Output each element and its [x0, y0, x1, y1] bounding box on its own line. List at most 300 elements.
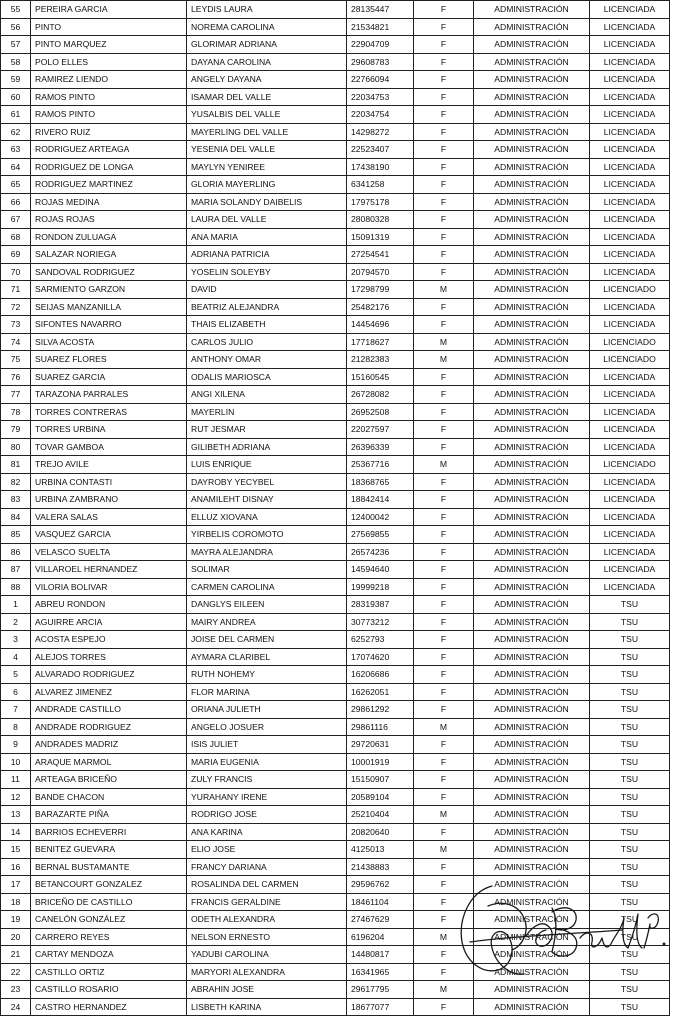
degree-cell: TSU: [590, 701, 670, 719]
row-number-cell: 71: [1, 281, 31, 299]
degree-cell: TSU: [590, 911, 670, 929]
sex-cell: F: [414, 88, 474, 106]
first-name-cell: ISAMAR DEL VALLE: [187, 88, 347, 106]
degree-cell: TSU: [590, 666, 670, 684]
row-number-cell: 76: [1, 368, 31, 386]
last-name-cell: ANDRADE RODRIGUEZ: [31, 718, 187, 736]
sex-cell: F: [414, 141, 474, 159]
sex-cell: F: [414, 911, 474, 929]
first-name-cell: ZULY FRANCIS: [187, 771, 347, 789]
last-name-cell: CASTRO HERNANDEZ: [31, 998, 187, 1016]
id-number-cell: 28319387: [347, 596, 414, 614]
last-name-cell: ROJAS MEDINA: [31, 193, 187, 211]
last-name-cell: SEIJAS MANZANILLA: [31, 298, 187, 316]
degree-cell: LICENCIADA: [590, 18, 670, 36]
id-number-cell: 20794570: [347, 263, 414, 281]
table-row: [1, 141, 670, 159]
last-name-cell: VILORIA BOLIVAR: [31, 578, 187, 596]
first-name-cell: BEATRIZ ALEJANDRA: [187, 298, 347, 316]
id-number-cell: 18461104: [347, 893, 414, 911]
table-row: [1, 158, 670, 176]
row-number-cell: 85: [1, 526, 31, 544]
degree-cell: LICENCIADA: [590, 53, 670, 71]
degree-cell: LICENCIADA: [590, 88, 670, 106]
first-name-cell: AYMARA CLARIBEL: [187, 648, 347, 666]
sex-cell: F: [414, 263, 474, 281]
sex-cell: F: [414, 613, 474, 631]
id-number-cell: 25482176: [347, 298, 414, 316]
sex-cell: F: [414, 158, 474, 176]
first-name-cell: NELSON ERNESTO: [187, 928, 347, 946]
id-number-cell: 26728082: [347, 386, 414, 404]
row-number-cell: 57: [1, 36, 31, 54]
first-name-cell: DAYANA CAROLINA: [187, 53, 347, 71]
last-name-cell: ALVAREZ JIMENEZ: [31, 683, 187, 701]
program-cell: ADMINISTRACIÓN: [474, 368, 590, 386]
table-row: [1, 333, 670, 351]
first-name-cell: YIRBELIS COROMOTO: [187, 526, 347, 544]
sex-cell: F: [414, 998, 474, 1016]
first-name-cell: RUT JESMAR: [187, 421, 347, 439]
degree-cell: TSU: [590, 963, 670, 981]
table-row: [1, 193, 670, 211]
program-cell: ADMINISTRACIÓN: [474, 806, 590, 824]
table-row: [1, 1, 670, 19]
row-number-cell: 1: [1, 596, 31, 614]
program-cell: ADMINISTRACIÓN: [474, 911, 590, 929]
table-row: [1, 911, 670, 929]
sex-cell: F: [414, 526, 474, 544]
id-number-cell: 12400042: [347, 508, 414, 526]
program-cell: ADMINISTRACIÓN: [474, 333, 590, 351]
last-name-cell: BENITEZ GUEVARA: [31, 841, 187, 859]
id-number-cell: 10001919: [347, 753, 414, 771]
sex-cell: F: [414, 876, 474, 894]
last-name-cell: CANELÓN GONZÁLEZ: [31, 911, 187, 929]
id-number-cell: 6196204: [347, 928, 414, 946]
table-row: [1, 578, 670, 596]
sex-cell: F: [414, 386, 474, 404]
table-row: [1, 981, 670, 999]
row-number-cell: 59: [1, 71, 31, 89]
row-number-cell: 12: [1, 788, 31, 806]
last-name-cell: CASTILLO ROSARIO: [31, 981, 187, 999]
id-number-cell: 27254541: [347, 246, 414, 264]
program-cell: ADMINISTRACIÓN: [474, 718, 590, 736]
table-row: [1, 718, 670, 736]
degree-cell: TSU: [590, 718, 670, 736]
id-number-cell: 17975178: [347, 193, 414, 211]
last-name-cell: RAMOS PINTO: [31, 106, 187, 124]
sex-cell: F: [414, 946, 474, 964]
program-cell: ADMINISTRACIÓN: [474, 578, 590, 596]
program-cell: ADMINISTRACIÓN: [474, 876, 590, 894]
sex-cell: F: [414, 736, 474, 754]
table-row: [1, 946, 670, 964]
row-number-cell: 15: [1, 841, 31, 859]
program-cell: ADMINISTRACIÓN: [474, 508, 590, 526]
row-number-cell: 11: [1, 771, 31, 789]
degree-cell: TSU: [590, 893, 670, 911]
table-row: [1, 963, 670, 981]
program-cell: ADMINISTRACIÓN: [474, 753, 590, 771]
row-number-cell: 14: [1, 823, 31, 841]
degree-cell: LICENCIADA: [590, 543, 670, 561]
last-name-cell: BARRIOS ECHEVERRI: [31, 823, 187, 841]
id-number-cell: 21282383: [347, 351, 414, 369]
row-number-cell: 5: [1, 666, 31, 684]
first-name-cell: ODETH ALEXANDRA: [187, 911, 347, 929]
degree-cell: TSU: [590, 683, 670, 701]
sex-cell: F: [414, 123, 474, 141]
first-name-cell: ANGI XILENA: [187, 386, 347, 404]
first-name-cell: NOREMA CAROLINA: [187, 18, 347, 36]
last-name-cell: RIVERO RUIZ: [31, 123, 187, 141]
sex-cell: M: [414, 281, 474, 299]
table-row: [1, 228, 670, 246]
first-name-cell: MAIRY ANDREA: [187, 613, 347, 631]
sex-cell: F: [414, 368, 474, 386]
table-row: [1, 841, 670, 859]
program-cell: ADMINISTRACIÓN: [474, 281, 590, 299]
first-name-cell: MAYLYN YENIREE: [187, 158, 347, 176]
program-cell: ADMINISTRACIÓN: [474, 36, 590, 54]
id-number-cell: 22904709: [347, 36, 414, 54]
sex-cell: F: [414, 753, 474, 771]
row-number-cell: 6: [1, 683, 31, 701]
first-name-cell: MAYERLING DEL VALLE: [187, 123, 347, 141]
degree-cell: LICENCIADA: [590, 316, 670, 334]
last-name-cell: RODRIGUEZ DE LONGA: [31, 158, 187, 176]
sex-cell: F: [414, 823, 474, 841]
id-number-cell: 14594640: [347, 561, 414, 579]
id-number-cell: 26396339: [347, 438, 414, 456]
sex-cell: F: [414, 1, 474, 19]
sex-cell: F: [414, 963, 474, 981]
degree-cell: LICENCIADA: [590, 158, 670, 176]
degree-cell: LICENCIADA: [590, 421, 670, 439]
sex-cell: F: [414, 18, 474, 36]
row-number-cell: 66: [1, 193, 31, 211]
degree-cell: LICENCIADA: [590, 263, 670, 281]
sex-cell: F: [414, 561, 474, 579]
degree-cell: LICENCIADO: [590, 333, 670, 351]
table-row: [1, 893, 670, 911]
first-name-cell: MARIA EUGENIA: [187, 753, 347, 771]
table-row: [1, 928, 670, 946]
row-number-cell: 80: [1, 438, 31, 456]
first-name-cell: ANGELY DAYANA: [187, 71, 347, 89]
last-name-cell: RAMIREZ LIENDO: [31, 71, 187, 89]
first-name-cell: ABRAHIN JOSE: [187, 981, 347, 999]
row-number-cell: 10: [1, 753, 31, 771]
first-name-cell: LUIS ENRIQUE: [187, 456, 347, 474]
degree-cell: TSU: [590, 946, 670, 964]
program-cell: ADMINISTRACIÓN: [474, 71, 590, 89]
sex-cell: F: [414, 491, 474, 509]
first-name-cell: GLORIMAR ADRIANA: [187, 36, 347, 54]
id-number-cell: 30773212: [347, 613, 414, 631]
sex-cell: F: [414, 683, 474, 701]
degree-cell: TSU: [590, 753, 670, 771]
last-name-cell: ALVARADO RODRIGUEZ: [31, 666, 187, 684]
degree-cell: LICENCIADO: [590, 351, 670, 369]
program-cell: ADMINISTRACIÓN: [474, 683, 590, 701]
sex-cell: F: [414, 211, 474, 229]
last-name-cell: SALAZAR NORIEGA: [31, 246, 187, 264]
sex-cell: F: [414, 893, 474, 911]
id-number-cell: 28135447: [347, 1, 414, 19]
table-row: [1, 36, 670, 54]
first-name-cell: THAIS ELIZABETH: [187, 316, 347, 334]
first-name-cell: CARMEN CAROLINA: [187, 578, 347, 596]
row-number-cell: 65: [1, 176, 31, 194]
program-cell: ADMINISTRACIÓN: [474, 963, 590, 981]
first-name-cell: DAVID: [187, 281, 347, 299]
last-name-cell: POLO ELLES: [31, 53, 187, 71]
program-cell: ADMINISTRACIÓN: [474, 998, 590, 1016]
first-name-cell: YOSELIN SOLEYBY: [187, 263, 347, 281]
table-row: [1, 246, 670, 264]
degree-cell: TSU: [590, 858, 670, 876]
row-number-cell: 19: [1, 911, 31, 929]
program-cell: ADMINISTRACIÓN: [474, 123, 590, 141]
id-number-cell: 22523407: [347, 141, 414, 159]
table-row: [1, 998, 670, 1016]
first-name-cell: ANGELO JOSUER: [187, 718, 347, 736]
program-cell: ADMINISTRACIÓN: [474, 158, 590, 176]
degree-cell: TSU: [590, 841, 670, 859]
first-name-cell: GLORIA MAYERLING: [187, 176, 347, 194]
program-cell: ADMINISTRACIÓN: [474, 666, 590, 684]
sex-cell: F: [414, 421, 474, 439]
last-name-cell: BERNAL BUSTAMANTE: [31, 858, 187, 876]
degree-cell: LICENCIADA: [590, 473, 670, 491]
sex-cell: F: [414, 543, 474, 561]
row-number-cell: 68: [1, 228, 31, 246]
last-name-cell: PINTO MARQUEZ: [31, 36, 187, 54]
last-name-cell: BETANCOURT GONZALEZ: [31, 876, 187, 894]
degree-cell: TSU: [590, 736, 670, 754]
last-name-cell: VELASCO SUELTA: [31, 543, 187, 561]
sex-cell: F: [414, 473, 474, 491]
row-number-cell: 84: [1, 508, 31, 526]
id-number-cell: 14480817: [347, 946, 414, 964]
row-number-cell: 8: [1, 718, 31, 736]
program-cell: ADMINISTRACIÓN: [474, 193, 590, 211]
sex-cell: M: [414, 928, 474, 946]
program-cell: ADMINISTRACIÓN: [474, 88, 590, 106]
last-name-cell: TORRES CONTRERAS: [31, 403, 187, 421]
degree-cell: TSU: [590, 771, 670, 789]
table-row: [1, 88, 670, 106]
first-name-cell: ISIS JULIET: [187, 736, 347, 754]
table-row: [1, 701, 670, 719]
program-cell: ADMINISTRACIÓN: [474, 176, 590, 194]
id-number-cell: 17718627: [347, 333, 414, 351]
degree-cell: TSU: [590, 806, 670, 824]
id-number-cell: 19999218: [347, 578, 414, 596]
degree-cell: TSU: [590, 876, 670, 894]
table-row: [1, 858, 670, 876]
last-name-cell: CARRERO REYES: [31, 928, 187, 946]
last-name-cell: ANDRADES MADRIZ: [31, 736, 187, 754]
table-row: [1, 753, 670, 771]
table-row: [1, 456, 670, 474]
table-row: [1, 421, 670, 439]
table-row: [1, 18, 670, 36]
table-row: [1, 596, 670, 614]
table-row: [1, 683, 670, 701]
id-number-cell: 14454696: [347, 316, 414, 334]
sex-cell: M: [414, 718, 474, 736]
table-row: [1, 281, 670, 299]
program-cell: ADMINISTRACIÓN: [474, 736, 590, 754]
program-cell: ADMINISTRACIÓN: [474, 648, 590, 666]
degree-cell: LICENCIADA: [590, 36, 670, 54]
program-cell: ADMINISTRACIÓN: [474, 841, 590, 859]
row-number-cell: 83: [1, 491, 31, 509]
last-name-cell: ARAQUE MARMOL: [31, 753, 187, 771]
row-number-cell: 67: [1, 211, 31, 229]
first-name-cell: YUSALBIS DEL VALLE: [187, 106, 347, 124]
program-cell: ADMINISTRACIÓN: [474, 858, 590, 876]
first-name-cell: LAURA DEL VALLE: [187, 211, 347, 229]
sex-cell: F: [414, 176, 474, 194]
last-name-cell: SANDOVAL RODRIGUEZ: [31, 263, 187, 281]
program-cell: ADMINISTRACIÓN: [474, 228, 590, 246]
last-name-cell: ABREU RONDON: [31, 596, 187, 614]
row-number-cell: 87: [1, 561, 31, 579]
id-number-cell: 27467629: [347, 911, 414, 929]
table-row: [1, 368, 670, 386]
row-number-cell: 75: [1, 351, 31, 369]
last-name-cell: RODRIGUEZ ARTEAGA: [31, 141, 187, 159]
row-number-cell: 3: [1, 631, 31, 649]
sex-cell: F: [414, 71, 474, 89]
first-name-cell: ANA KARINA: [187, 823, 347, 841]
last-name-cell: ALEJOS TORRES: [31, 648, 187, 666]
id-number-cell: 29596762: [347, 876, 414, 894]
last-name-cell: PINTO: [31, 18, 187, 36]
table-row: [1, 631, 670, 649]
table-row: [1, 508, 670, 526]
id-number-cell: 4125013: [347, 841, 414, 859]
program-cell: ADMINISTRACIÓN: [474, 473, 590, 491]
degree-cell: TSU: [590, 928, 670, 946]
last-name-cell: VILLAROEL HERNANDEZ: [31, 561, 187, 579]
id-number-cell: 29861292: [347, 701, 414, 719]
sex-cell: F: [414, 228, 474, 246]
first-name-cell: ROSALINDA DEL CARMEN: [187, 876, 347, 894]
sex-cell: F: [414, 403, 474, 421]
degree-cell: LICENCIADA: [590, 141, 670, 159]
first-name-cell: YESENIA DEL VALLE: [187, 141, 347, 159]
table-row: [1, 736, 670, 754]
last-name-cell: RAMOS PINTO: [31, 88, 187, 106]
sex-cell: F: [414, 438, 474, 456]
first-name-cell: JOISE DEL CARMEN: [187, 631, 347, 649]
id-number-cell: 15150907: [347, 771, 414, 789]
first-name-cell: LEYDIS LAURA: [187, 1, 347, 19]
program-cell: ADMINISTRACIÓN: [474, 211, 590, 229]
last-name-cell: TORRES URBINA: [31, 421, 187, 439]
id-number-cell: 16341965: [347, 963, 414, 981]
degree-cell: LICENCIADA: [590, 368, 670, 386]
table-row: [1, 666, 670, 684]
row-number-cell: 61: [1, 106, 31, 124]
program-cell: ADMINISTRACIÓN: [474, 386, 590, 404]
degree-cell: TSU: [590, 998, 670, 1016]
table-row: [1, 788, 670, 806]
last-name-cell: CASTILLO ORTIZ: [31, 963, 187, 981]
degree-cell: TSU: [590, 981, 670, 999]
id-number-cell: 22766094: [347, 71, 414, 89]
program-cell: ADMINISTRACIÓN: [474, 543, 590, 561]
id-number-cell: 15160545: [347, 368, 414, 386]
row-number-cell: 20: [1, 928, 31, 946]
row-number-cell: 2: [1, 613, 31, 631]
sex-cell: F: [414, 316, 474, 334]
last-name-cell: ROJAS ROJAS: [31, 211, 187, 229]
program-cell: ADMINISTRACIÓN: [474, 823, 590, 841]
row-number-cell: 18: [1, 893, 31, 911]
sex-cell: M: [414, 841, 474, 859]
last-name-cell: RODRIGUEZ MARTINEZ: [31, 176, 187, 194]
first-name-cell: MAYERLIN: [187, 403, 347, 421]
degree-cell: LICENCIADA: [590, 403, 670, 421]
degree-cell: LICENCIADA: [590, 71, 670, 89]
degree-cell: LICENCIADA: [590, 211, 670, 229]
first-name-cell: ELIO JOSE: [187, 841, 347, 859]
table-row: [1, 316, 670, 334]
degree-cell: LICENCIADA: [590, 438, 670, 456]
first-name-cell: ADRIANA PATRICIA: [187, 246, 347, 264]
degree-cell: LICENCIADA: [590, 526, 670, 544]
degree-cell: TSU: [590, 631, 670, 649]
id-number-cell: 22034754: [347, 106, 414, 124]
table-row: [1, 403, 670, 421]
sex-cell: F: [414, 53, 474, 71]
last-name-cell: TOVAR GAMBOA: [31, 438, 187, 456]
degree-cell: TSU: [590, 596, 670, 614]
program-cell: ADMINISTRACIÓN: [474, 788, 590, 806]
program-cell: ADMINISTRACIÓN: [474, 1, 590, 19]
program-cell: ADMINISTRACIÓN: [474, 53, 590, 71]
id-number-cell: 29608783: [347, 53, 414, 71]
table-row: [1, 263, 670, 281]
row-number-cell: 79: [1, 421, 31, 439]
program-cell: ADMINISTRACIÓN: [474, 106, 590, 124]
program-cell: ADMINISTRACIÓN: [474, 893, 590, 911]
id-number-cell: 6341258: [347, 176, 414, 194]
program-cell: ADMINISTRACIÓN: [474, 263, 590, 281]
row-number-cell: 73: [1, 316, 31, 334]
first-name-cell: DAYROBY YECYBEL: [187, 473, 347, 491]
table-row: [1, 561, 670, 579]
table-row: [1, 298, 670, 316]
id-number-cell: 29861116: [347, 718, 414, 736]
row-number-cell: 21: [1, 946, 31, 964]
sex-cell: F: [414, 771, 474, 789]
id-number-cell: 22034753: [347, 88, 414, 106]
sex-cell: M: [414, 981, 474, 999]
program-cell: ADMINISTRACIÓN: [474, 421, 590, 439]
degree-cell: LICENCIADA: [590, 193, 670, 211]
last-name-cell: TREJO AVILE: [31, 456, 187, 474]
id-number-cell: 20820640: [347, 823, 414, 841]
last-name-cell: SUAREZ FLORES: [31, 351, 187, 369]
